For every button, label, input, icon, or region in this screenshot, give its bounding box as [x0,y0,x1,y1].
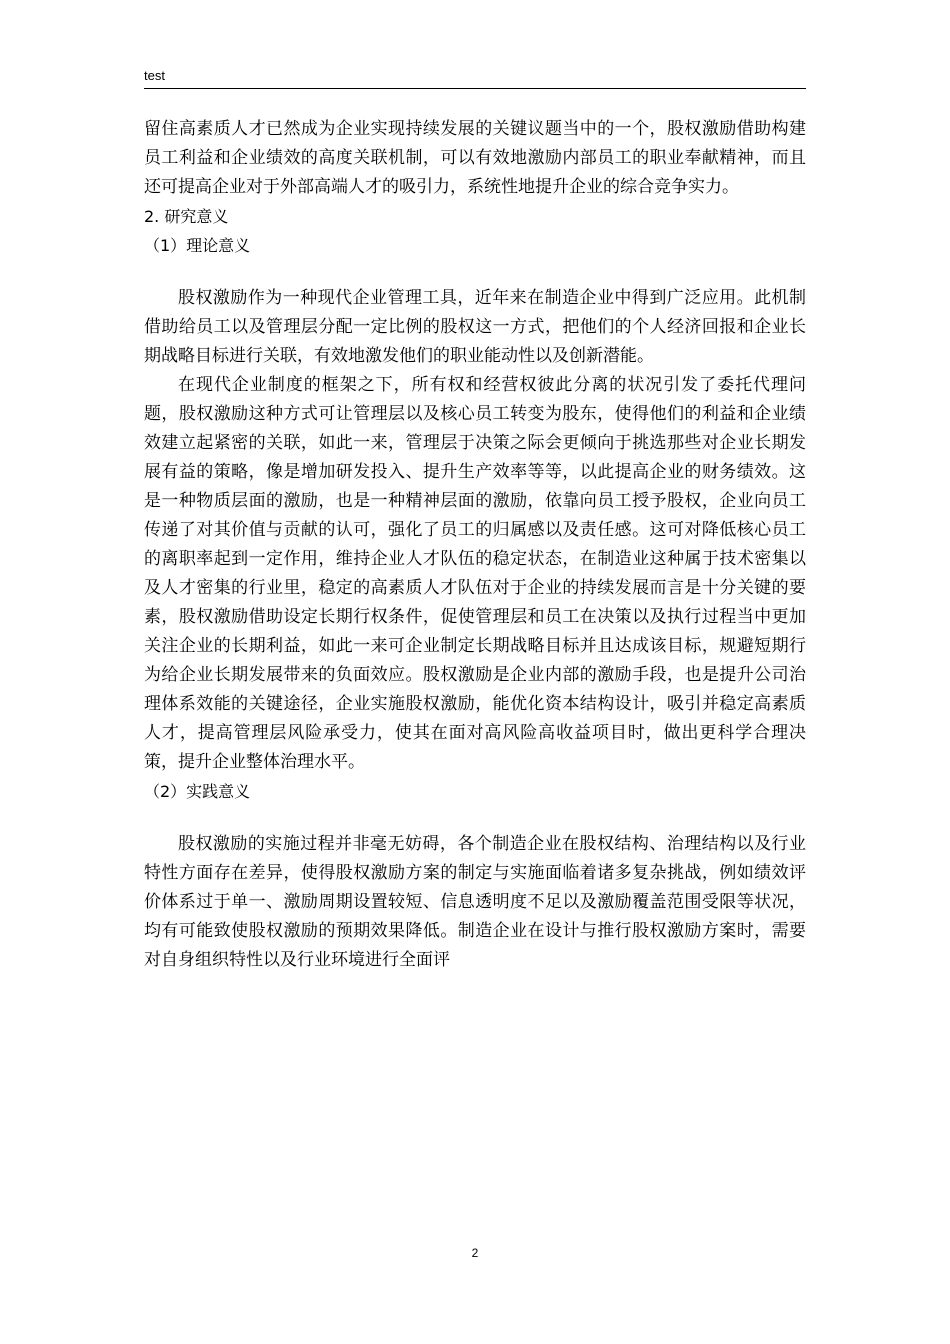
paragraph-theory-2: 在现代企业制度的框架之下，所有权和经营权彼此分离的状况引发了委托代理问题，股权激励这种方式可让管理层以及核心员工转变为股东，使得他们的利益和企业绩效建立起紧密的关联，如此一来，管理层于决策之际会更倾向于挑选那些对企业长期发展有益的策略，像是增加研发投入、提升生产效率等等，以此提高企业的财务绩效。这是一种物质层面的激励，也是一种精神层面的激励，依靠向员工授予股权，企业向员工传递了对其价值与贡献的认可，强化了员工的归属感以及责任感。这可对降低核心员工的离职率起到一定作用，维持企业人才队伍的稳定状态，在制造业这种属于技术密集以及人才密集的行业里，稳定的高素质人才队伍对于企业的持续发展而言是十分关键的要素，股权激励借助设定长期行权条件，促使管理层和员工在决策以及执行过程当中更加关注企业的长期利益，如此一来可企业制定长期战略目标并且达成该目标，规避短期行为给企业长期发展带来的负面效应。股权激励是企业内部的激励手段，也是提升公司治理体系效能的关键途径，企业实施股权激励，能优化资本结构设计，吸引并稳定高素质人才，提高管理层风险承受力，使其在面对高风险高收益项目时，做出更科学合理决策，提升企业整体治理水平。 [144,375,806,772]
paragraph-intro-continued: 留住高素质人才已然成为企业实现持续发展的关键议题当中的一个，股权激励借助构建员工利益和企业绩效的高度关联机制，可以有效地激励内部员工的职业奉献精神，而且还可提高企业对于外部高端人才的吸引力，系统性地提升企业的综合竞争实力。 [144,119,806,197]
header-divider [144,88,806,89]
document-body [144,115,806,975]
page-header: test [144,68,165,83]
subsection-heading-theory: （1）理论意义 [144,236,251,255]
subsection-heading-practice: （2）实践意义 [144,782,251,801]
paragraph-theory-1: 股权激励作为一种现代企业管理工具，近年来在制造企业中得到广泛应用。此机制借助给员工以及管理层分配一定比例的股权这一方式，把他们的个人经济回报和企业长期战略目标进行关联，有效地激发他们的职业能动性以及创新潜能。 [144,288,806,366]
page-number: 2 [471,1246,479,1260]
paragraph-practice-1: 股权激励的实施过程并非毫无妨碍，各个制造企业在股权结构、治理结构以及行业特性方面存在差异，使得股权激励方案的制定与实施面临着诸多复杂挑战，例如绩效评价体系过于单一、激励周期设置较短、信息透明度不足以及激励覆盖范围受限等状况，均有可能致使股权激励的预期效果降低。制造企业在设计与推行股权激励方案时，需要对自身组织特性以及行业环境进行全面评 [144,834,806,970]
section-heading-research-significance: 2. 研究意义 [144,207,229,226]
